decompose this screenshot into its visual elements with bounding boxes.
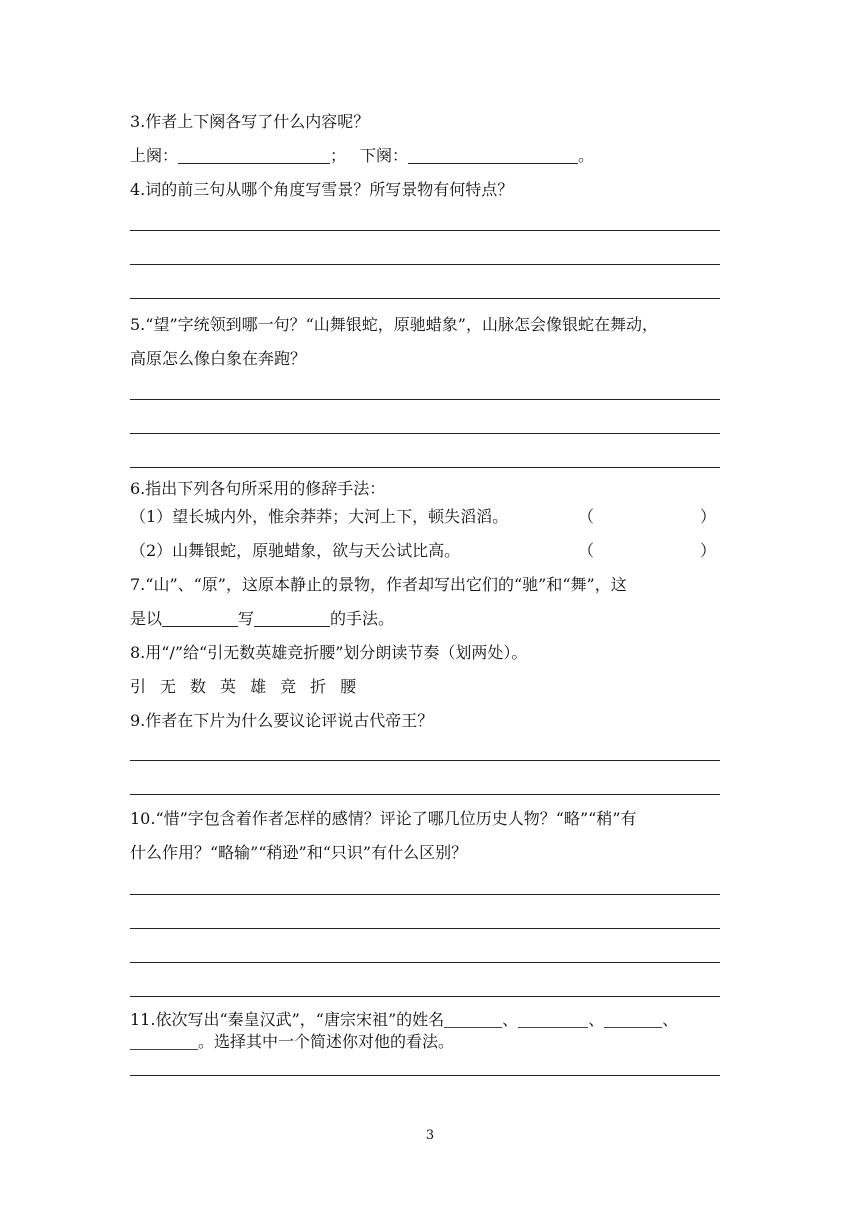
question-7-line-1: 7.“山”、“原”，这原本静止的景物，作者却写出它们的“驰”和“舞”，这 [130, 575, 627, 594]
question-8: 8.用“/”给“引无数英雄竞折腰”划分朗读节奏（划两处）。 [130, 643, 528, 662]
name-blank-4[interactable] [130, 1033, 198, 1050]
lower-answer-blank[interactable] [408, 147, 578, 164]
answer-line[interactable] [130, 962, 720, 963]
syllable: 雄 [250, 677, 267, 696]
item-2-paren-close: ） [700, 541, 717, 560]
page-number: 3 [425, 1128, 435, 1143]
question-11-line-1 [130, 1009, 678, 1031]
answer-line[interactable] [130, 399, 720, 400]
question-10-line-1: 10.“惜”字包含着作者怎样的感情？评论了哪几位历史人物？“略”“稍”有 [130, 809, 637, 828]
question-5-line-1: 5.“望”字统领到哪一句？“山舞银蛇，原驰蜡象”，山脉怎会像银蛇在舞动， [130, 315, 658, 334]
name-blank-1[interactable] [444, 1011, 502, 1028]
q11-sep: 、 [588, 1010, 605, 1029]
q11-tail: 。选择其中一个简述你对他的看法。 [198, 1032, 455, 1051]
answer-line[interactable] [130, 760, 720, 761]
question-11-line-2 [130, 1031, 454, 1053]
q11-sep: 、 [662, 1010, 679, 1029]
question-6: 6.指出下列各句所采用的修辞手法： [130, 479, 386, 498]
q11-sep: 、 [502, 1010, 519, 1029]
q7-text-a: 是以 [130, 609, 163, 628]
lower-label: 下阕： [360, 146, 409, 165]
question-10-line-2: 什么作用？“略输”“稍逊”和“只识”有什么区别？ [130, 843, 468, 862]
syllable: 无 [160, 677, 177, 696]
name-blank-2[interactable] [518, 1011, 588, 1028]
syllable: 竞 [280, 677, 297, 696]
upper-answer-blank[interactable] [178, 147, 330, 164]
answer-line[interactable] [130, 230, 720, 231]
answer-line[interactable] [130, 433, 720, 434]
q7-blank-2[interactable] [254, 610, 330, 627]
answer-line[interactable] [130, 894, 720, 895]
question-5-line-2: 高原怎么像白象在奔跑？ [130, 349, 307, 368]
answer-line[interactable] [130, 794, 720, 795]
question-4: 4.词的前三句从哪个角度写雪景？所写景物有何特点？ [130, 180, 514, 199]
item-1-paren-open: （ [578, 507, 595, 526]
question-3-answer-row [130, 145, 594, 167]
q3-separator: ； [330, 146, 347, 165]
q7-blank-1[interactable] [162, 610, 238, 627]
answer-line[interactable] [130, 996, 720, 997]
q7-text-c: 的手法。 [330, 609, 395, 628]
q7-text-b: 写 [238, 609, 255, 628]
syllable: 数 [190, 677, 207, 696]
question-6-item-2: （2）山舞银蛇，原驰蜡象，欲与天公试比高。 [130, 541, 461, 560]
question-7-line-2 [130, 608, 394, 630]
answer-line[interactable] [130, 1075, 720, 1076]
question-9: 9.作者在下片为什么要议论评说古代帝王？ [130, 711, 434, 730]
item-1-paren-close: ） [700, 507, 717, 526]
name-blank-3[interactable] [604, 1011, 662, 1028]
question-3: 3.作者上下阕各写了什么内容呢？ [130, 112, 370, 131]
syllable: 英 [220, 677, 237, 696]
syllable: 折 [310, 677, 327, 696]
answer-line[interactable] [130, 467, 720, 468]
answer-line[interactable] [130, 928, 720, 929]
syllable: 引 [130, 677, 147, 696]
syllable: 腰 [340, 677, 357, 696]
item-2-paren-open: （ [578, 541, 595, 560]
rhythm-syllables [130, 676, 370, 698]
q3-end: 。 [578, 146, 595, 165]
upper-label: 上阕： [130, 146, 179, 165]
q11-text: 11.依次写出“秦皇汉武”，“唐宗宋祖”的姓名 [130, 1010, 445, 1029]
answer-line[interactable] [130, 298, 720, 299]
question-6-item-1: （1）望长城内外，惟余莽莽；大河上下，顿失滔滔。 [130, 507, 509, 526]
answer-line[interactable] [130, 264, 720, 265]
